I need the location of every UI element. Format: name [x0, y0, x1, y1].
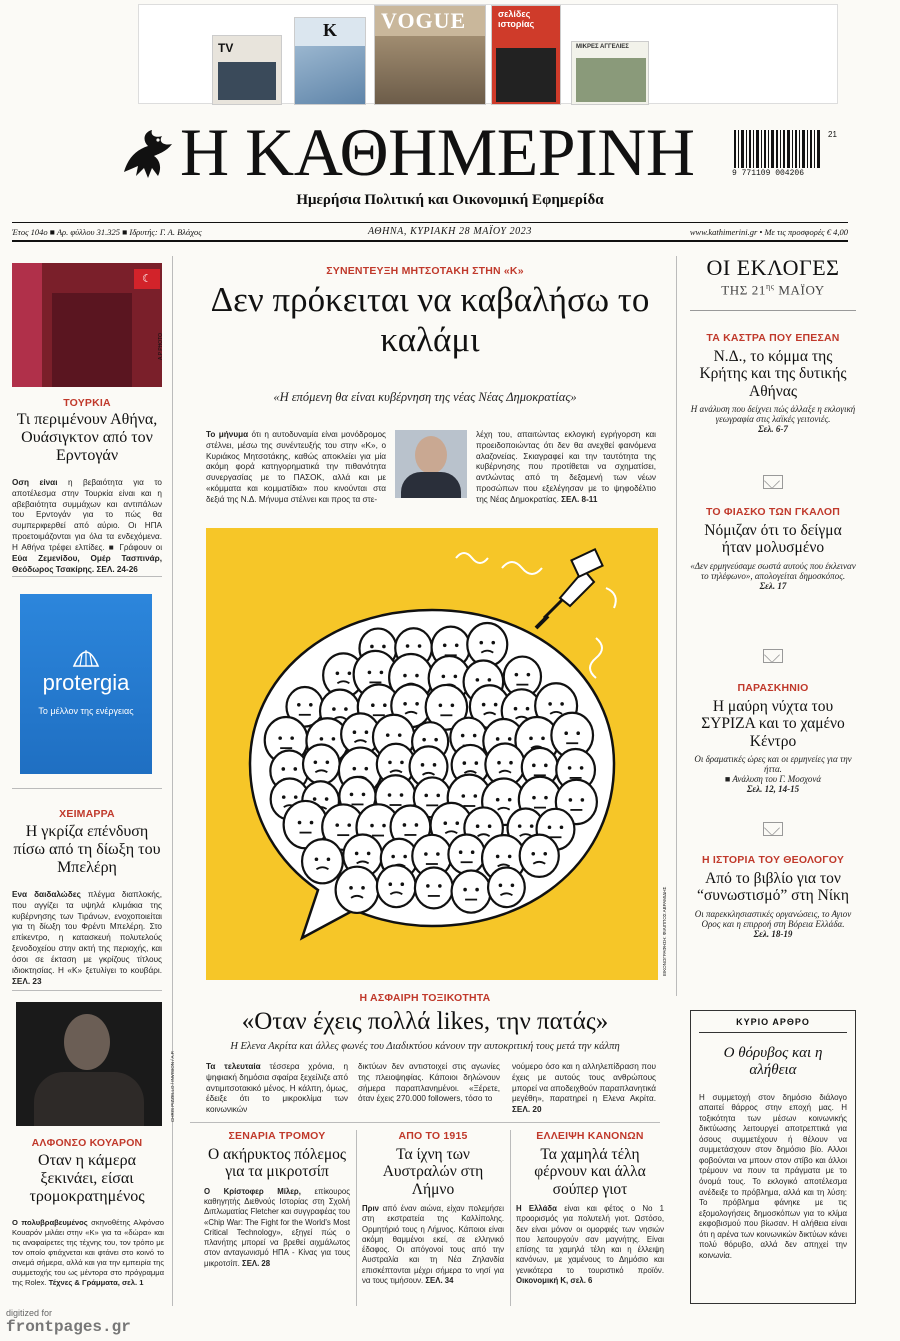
interview-pages[interactable]: ΣΕΛ. 8-11 — [561, 494, 598, 504]
himara-kicker: ΧΕΙΜΑΡΡΑ — [59, 808, 115, 820]
barcode — [732, 130, 842, 180]
interview-subhead: «Η επόμενη θα είναι κυβέρνηση της νέας Νέας Δημοκρατίας» — [273, 390, 577, 404]
likes-col3-text: νούμερο όσο και η αλληλεπίδραση που έχεις με αυτούς τους ανθρώπους μπορεί να αποδειχθούν παραπλανητικά μεγέθη», παρατηρεί η Ελενα Ακρίτα. — [512, 1062, 656, 1104]
chips-body — [204, 1187, 350, 1269]
syriza-byline: ■ Ανάλυση του Γ. Μοσχονά — [724, 774, 822, 785]
lemnos-lead: Πριν — [362, 1204, 379, 1214]
chips-lead: Ο Κρίστοφερ Μίλερ, — [204, 1186, 301, 1196]
likes-col2: δικτύων δεν αντιστοιχεί στις αγωνίες της πλειοψηφίας. Κάποιοι δηλώνουν σήμερα παραπλανημένοι. «Ξέρετε, όταν έχεις 270.000 followers, τόσο το — [358, 1062, 500, 1104]
promo-history-image — [496, 48, 556, 102]
theologian-headline[interactable]: Από το βιβλίο για τον “συνωστισμό” στη Νίκη — [697, 870, 849, 905]
promo-classifieds[interactable] — [571, 41, 649, 105]
cuaron-kicker: ΑΛΦΟΝΣΟ ΚΟΥΑΡΟΝ — [31, 1137, 143, 1149]
protergia-shell-icon — [72, 646, 100, 668]
bottom-divider-2 — [510, 1130, 511, 1306]
promo-vogue-image — [375, 36, 486, 105]
polls-body: «Δεν ερμηνεύσαμε σωστά αυτούς που έκλειναν το τηλέφωνο», απολογείται δημοσκόπος. — [690, 560, 856, 581]
turkey-text: η βεβαιότητα για το αποτέλεσμα στην Τουρκία είναι και η αβεβαιότητα συμμάχων και αντιπάλων του Ερντογάν για το πώς θα συμπεριφερθεί από αύριο. Οι ΗΠΑ προετοιμάζονται για όλα τα ενδεχόμενα. Η Αθήνα τρέφει ελπίδες. — [12, 478, 162, 552]
yachts-body — [516, 1204, 664, 1286]
syriza-headline[interactable]: Η μαύρη νύχτα του ΣΥΡΙΖΑ και το χαμένο Κέντρο — [701, 698, 845, 750]
editorial-label: ΚΥΡΙΟ ΑΡΘΡΟ — [699, 1017, 847, 1033]
bottom-story-chips — [204, 1130, 350, 1269]
bottom-divider-1 — [356, 1130, 357, 1306]
turkey-photo-credit: A.P PHOTO — [158, 332, 164, 360]
cuaron-body — [12, 1218, 164, 1288]
turkey-photo-booth — [52, 293, 132, 387]
turkey-photo-curtain — [12, 263, 42, 387]
promo-classifieds-image — [576, 58, 646, 102]
himara-body — [12, 890, 162, 987]
interview-col2 — [476, 430, 656, 506]
promo-vogue[interactable] — [374, 5, 486, 105]
lemnos-kicker: ΑΠΟ ΤΟ 1915 — [398, 1130, 468, 1142]
lemnos-body — [362, 1204, 504, 1286]
right-column-divider — [676, 256, 677, 996]
right-item-polls — [690, 506, 856, 591]
masthead-info-left: Έτος 104ο ■ Αρ. φύλλου 31.325 ■ Ιδρυτής: Γ. Α. Βλάχος — [12, 227, 202, 237]
protergia-ad[interactable] — [20, 594, 152, 774]
promo-tv[interactable] — [212, 35, 282, 105]
turkey-lead: Οση είναι — [12, 478, 58, 487]
polls-pages[interactable]: Σελ. 17 — [759, 580, 787, 591]
promo-classifieds-label: ΜΙΚΡΕΣ ΑΓΓΕΛΙΕΣ — [576, 44, 629, 50]
castles-kicker: ΤΑ ΚΑΣΤΡΑ ΠΟΥ ΕΠΕΣΑΝ — [706, 332, 840, 344]
turkey-flag-icon: ☾ — [134, 269, 160, 289]
elections-title: ΟΙ ΕΚΛΟΓΕΣ — [706, 255, 840, 280]
chips-text: επίκουρος καθηγητής Διεθνούς Ιστορίας στη Σχολή Διπλωματίας Fletcher και συγγραφέας του «Chip War: The Fight for the World's Most Critical Technology», εξηγεί πώς ο πλανήτης μπορεί να βρεθεί αιχμάλωτος στον ανταγωνισμό ΗΠΑ - Κίνας για τους μικροτσίπ. — [204, 1186, 351, 1268]
interview-col2-text: λέχη του, απαιτώντας εκλογική εγρήγορση και προειδοποιώντας ότι δεν θα ανεχθεί φαινόμενα αλαζονείας. Σκιαγραφεί και την ταυτότητα της κυβέρνησης που προτίθεται να σχηματίσει, αντλώντας από τη δεξαμενή των νέων προσώπων που εξελέγησαν με το ψηφοδέλτιο της Νέας Δημοκρατίας. — [476, 430, 656, 504]
turkey-byline: Εύα Ζεμενίδου, Ομέρ Τασπινάρ, Θεόδωρος Τσακίρης. — [12, 553, 162, 574]
syriza-body: Οι δραματικές ώρες και οι ερμηνείες για την ήττα. — [694, 754, 852, 775]
masthead-date: ΑΘΗΝΑ, ΚΥΡΙΑΚΗ 28 ΜΑΪΟΥ 2023 — [367, 226, 532, 237]
interview-col1 — [206, 430, 386, 506]
syriza-pages[interactable]: Σελ. 12, 14-15 — [746, 784, 800, 795]
likes-headline[interactable]: «Οταν έχεις πολλά likes, την πατάς» — [241, 1008, 609, 1035]
yachts-text: είναι και φέτος ο Νο 1 προορισμός για πολυτελή γιοτ. Ωστόσο, δεν είναι μόνον οι ομορφιές των νησιών που λειτουργούν σαν μαγνήτης. Είναι επίσης τα χαμηλά τέλη και η έλλειψη κανόνων, με χαμένους το Δημόσιο και γενικότερα το τουριστικό προϊόν. — [516, 1204, 665, 1275]
promo-history-label: σελίδες ιστορίας — [498, 9, 535, 29]
protergia-tagline: Το μέλλον της ενέργειας — [38, 706, 134, 716]
cartoon-face — [452, 870, 491, 912]
lemnos-headline[interactable]: Τα ίχνη των Αυστραλών στη Λήμνο — [382, 1146, 484, 1198]
cartoon-face — [377, 865, 416, 907]
chips-pages[interactable]: ΣΕΛ. 28 — [242, 1258, 271, 1268]
masthead-title: Η ΚΑΘΗΜΕΡΙΝΗ — [180, 114, 695, 190]
promo-k-magazine[interactable] — [294, 17, 366, 105]
editorial-body: Η συμμετοχή στον δημόσιο διάλογο απαιτεί θάρρος στην εποχή μας. Η τοξικότητα των μέσων κοινωνικής δικτύωσης λειτουργεί αποτρεπτικά για όσους συμμετέχουν ή θέλουν να συμμετάσχουν στον δημόσιο βίο. Αλλοι φοβούνται να μπουν στον στίβο και άλλοι τρέμουν να πουν τα πράγματα με το όνομά τους. Το εκλογικό αποτέλεσμα ανέδειξε το πρόβλημα, αλλά και τη λύση: Το πρόβλημα φάνηκε με τις εξομολογήσεις δημοσκόπων για το κλίμα εκφοβισμού που βίωσαν. Η αλήθεια είναι ότι η αρένα των κοινωνικών δικτύων κάνει πολύ θόρυβο, αλλά δεν απηχεί την κοινωνία. — [699, 1092, 847, 1260]
illustration-credit: ΕΙΚΟΝΟΓΡΑΦΗΣΗ: ΦΙΛΙΠΠΟΣ ΑΒΡΑΜΙΔΗΣ — [662, 886, 667, 976]
theologian-body: Οι παρεκκλησιαστικές οργανώσεις, το Αγιον Ορος και η επιρροή στη Βόρεια Ελλάδα. — [694, 908, 852, 929]
turkey-kicker: ΤΟΥΡΚΙΑ — [63, 397, 111, 409]
elections-date-suffix: ΜΑΪΟΥ — [774, 282, 825, 298]
cuaron-section[interactable]: Τέχνες & Γράμματα, σελ. 1 — [48, 1278, 144, 1288]
left-rule-1 — [12, 576, 162, 577]
cartoon-face — [336, 867, 379, 913]
barcode-digits: 9 771109 004206 — [732, 169, 805, 178]
right-item-syriza — [690, 682, 856, 794]
promo-k-label: K — [323, 20, 338, 40]
cartoon-face — [448, 835, 484, 874]
turkey-photo[interactable] — [12, 263, 162, 387]
promo-k-image — [295, 46, 366, 105]
bottom-story-lemnos — [362, 1130, 504, 1286]
envelope-icon — [763, 649, 783, 663]
chips-headline[interactable]: Ο ακήρυκτος πόλεμος για τα μικροτσίπ — [207, 1146, 347, 1181]
lemnos-pages[interactable]: ΣΕΛ. 34 — [425, 1276, 454, 1286]
cuaron-headline[interactable]: Οταν η κάμερα ξεκινάει, είσαι τρομοκρατημένος — [29, 1152, 145, 1205]
promo-history[interactable] — [491, 5, 561, 105]
right-item-castles — [690, 332, 856, 434]
mitsotakis-photo[interactable] — [395, 430, 467, 498]
mitsotakis-photo-suit — [401, 472, 461, 498]
cuaron-photo[interactable] — [16, 1002, 162, 1126]
cuaron-photo-body — [34, 1072, 144, 1126]
promo-tv-image — [218, 62, 276, 100]
polls-kicker: ΤΟ ΦΙΑΣΚΟ ΤΩΝ ΓΚΑΛΟΠ — [705, 506, 840, 518]
footer-digitized: digitized for — [6, 1308, 53, 1318]
interview-col1-text: ότι η αυτοδυναμία είναι μονόδρομος στέλνει, μέσω της συνέντευξής του στην «Κ», ο Κυριάκος Μητσοτάκης, καθώς αποκλείει για μία ακόμη φορά κατηγορηματικά την πιθανότητα συνεργασίας με το ΠΑΣΟΚ, αλλά και με «κόμματα και κομματίδια» που κινούνται στα δεξιά της Ν.Δ. Μήνυμα στέλνει και προς τα στε- — [206, 430, 386, 504]
likes-col1-text: τέσσερα χρόνια, η ψηφιακή δημόσια σφαίρα ξεχείλιζε από αντιμιτσοτακικό μένος. Η κάλπη, όμως, έδειξε ότι το μικροκλίμα των κοινωνικών — [206, 1062, 348, 1115]
masthead-rule-top — [12, 222, 848, 223]
envelope-icon — [763, 822, 783, 836]
bottom-story-yachts — [516, 1130, 664, 1286]
yachts-pages[interactable]: Οικονομική Κ, σελ. 6 — [516, 1276, 593, 1286]
theologian-kicker: Η ΙΣΤΟΡΙΑ ΤΟΥ ΘΕΟΛΟΓΟΥ — [701, 854, 845, 866]
issue-code: 21 — [828, 130, 837, 139]
turkey-byline-prefix: ■ Γράφουν οι — [108, 542, 163, 552]
turkey-headline[interactable]: Τι περιμένουν Αθήνα, Ουάσιγκτον από τον Ερντογάν — [16, 411, 158, 464]
likes-subhead: Η Ελενα Ακρίτα και άλλες φωνές του Διαδικτύου κάνουν την αυτοκριτική τους μετά την κάλπη — [230, 1041, 620, 1052]
himara-lead: Ενα δαιδαλώδες — [12, 890, 81, 899]
likes-pages[interactable]: ΣΕΛ. 20 — [512, 1105, 542, 1115]
syriza-kicker: ΠΑΡΑΣΚΗΝΙΟ — [737, 682, 809, 694]
barcode-bars — [732, 130, 832, 168]
mitsotakis-photo-head — [415, 436, 447, 474]
left-rule-2 — [12, 788, 162, 789]
chips-kicker: ΣΕΝΑΡΙΑ ΤΡΟΜΟΥ — [228, 1130, 326, 1142]
elections-illustration — [206, 528, 658, 980]
yachts-headline[interactable]: Τα χαμηλά τέλη φέρνουν και άλλα σούπερ γιοτ — [534, 1146, 646, 1198]
yachts-kicker: ΕΛΛΕΙΨΗ ΚΑΝΟΝΩΝ — [536, 1130, 644, 1142]
castles-body: Η ανάλυση που δείχνει πώς άλλαξε η εκλογική γεωγραφία στις λαϊκές γειτονιές. — [690, 404, 856, 425]
masthead-rule-bottom — [12, 240, 848, 242]
cuaron-text: σκηνοθέτης Αλφόνσο Κουαρόν μιλάει στην «Κ» για τα «δώρα» και τις αναφαίρετες της τέχνης του, τον τρόπο με τον οποίο φτιάχνεται και φτάνει στο κοινό το σινεμά σήμερα, αλλά και για την εμπειρία της συμμετοχής του ως μέντορα στο πρόγραμμα της Rolex. — [12, 1218, 164, 1288]
speech-bubble-faces-illustration — [206, 528, 658, 980]
elections-date — [690, 283, 856, 298]
theologian-pages[interactable]: Σελ. 18-19 — [753, 928, 793, 939]
cartoon-face — [302, 839, 343, 883]
interview-lead: Το μήνυμα — [206, 430, 249, 439]
lemnos-text: από έναν αιώνα, είχαν πολεμήσει στη εκστρατεία της Καλλίπολης. Ορμητήριό τους η Λήμνος. Κάποιοι είναι ακόμη θαμμένοι εκεί, σε ελληνικό έδαφος. Οι απόγονοί τους από την Αυστραλία και τη Νέα Ζηλανδία επισκέπτονται μέχρι σήμερα το νησί για να τους τιμήσουν. — [362, 1204, 504, 1286]
himara-pages[interactable]: ΣΕΛ. 23 — [12, 976, 42, 986]
footer-frontpages: frontpages.gr — [6, 1318, 131, 1336]
center-bottom-rule — [190, 1122, 660, 1123]
editorial-headline[interactable]: Ο θόρυβος και η αλήθεια — [723, 1045, 823, 1078]
left-rule-3 — [12, 990, 162, 991]
likes-kicker: Η ΑΣΦΑΙΡΗ ΤΟΞΙΚΟΤΗΤΑ — [359, 992, 491, 1004]
elections-rule — [690, 310, 856, 311]
masthead-subtitle: Ημερήσια Πολιτική και Οικονομική Εφημερίδα — [296, 192, 604, 208]
griffin-logo-icon — [118, 128, 178, 182]
envelope-icon — [763, 475, 783, 489]
promo-vogue-label: VOGUE — [381, 8, 467, 33]
polls-headline[interactable]: Νόμιζαν ότι το δείγμα ήταν μολυσμένο — [704, 522, 842, 557]
likes-lead: Τα τελευταία — [206, 1062, 261, 1071]
interview-kicker: ΣΥΝΕΝΤΕΥΞΗ ΜΗΤΣΟΤΑΚΗ ΣΤΗΝ «Κ» — [326, 265, 524, 277]
cuaron-photo-head — [64, 1014, 110, 1070]
protergia-brand: protergia — [42, 670, 130, 695]
elections-date-prefix: ΤΗΣ 21 — [721, 282, 766, 298]
promo-tv-label: TV — [218, 41, 234, 55]
interview-headline[interactable]: Δεν πρόκειται να καβαλήσω το καλάμι — [210, 280, 650, 360]
cartoon-face — [415, 868, 453, 909]
left-column-divider — [172, 256, 173, 1306]
likes-col3 — [512, 1062, 656, 1116]
right-item-theologian — [690, 854, 856, 939]
turkey-body — [12, 478, 162, 575]
elections-date-sup: ης — [765, 282, 775, 291]
cuaron-lead: Ο πολυβραβευμένος — [12, 1218, 88, 1227]
masthead-info-right: www.kathimerini.gr • Με τις προσφορές € 4,00 — [689, 227, 848, 237]
cartoon-face — [303, 745, 340, 785]
cartoon-face — [520, 835, 559, 877]
castles-headline[interactable]: Ν.Δ., το κόμμα της Κρήτης και της δυτικής Αθήνας — [699, 348, 847, 400]
himara-text: πλέγμα διαπλοκής, που αγγίζει τα υψηλά κλιμάκια της κυβέρνησης των Τιράνων, ενοχοποιείται για τη δίωξη του Φρέντι Μπελέρη. Στο επίκεντρο, η κατασκευή πολυτελούς ξενοδοχείου στην ακτή της περιοχής, και όσοι σε έκταση με γκρίζους τίτλους ιδιοκτησίας. Η «Κ» ξετυλίγει το κουβάρι. — [12, 890, 163, 975]
cuaron-photo-credit: CHRIS PIZZELLO / INVISION / A.P. — [170, 1050, 175, 1122]
cartoon-face — [467, 623, 507, 666]
turkey-pages[interactable]: ΣΕΛ. 24-26 — [96, 564, 138, 574]
cartoon-face — [488, 867, 525, 907]
editorial-box — [690, 1010, 856, 1304]
yachts-lead: Η Ελλάδα — [516, 1204, 557, 1214]
likes-col1 — [206, 1062, 348, 1116]
himara-headline[interactable]: Η γκρίζα επένδυση πίσω από τη δίωξη του Μπελέρη — [13, 823, 161, 876]
promo-strip — [138, 4, 838, 104]
castles-pages[interactable]: Σελ. 6-7 — [758, 424, 788, 435]
